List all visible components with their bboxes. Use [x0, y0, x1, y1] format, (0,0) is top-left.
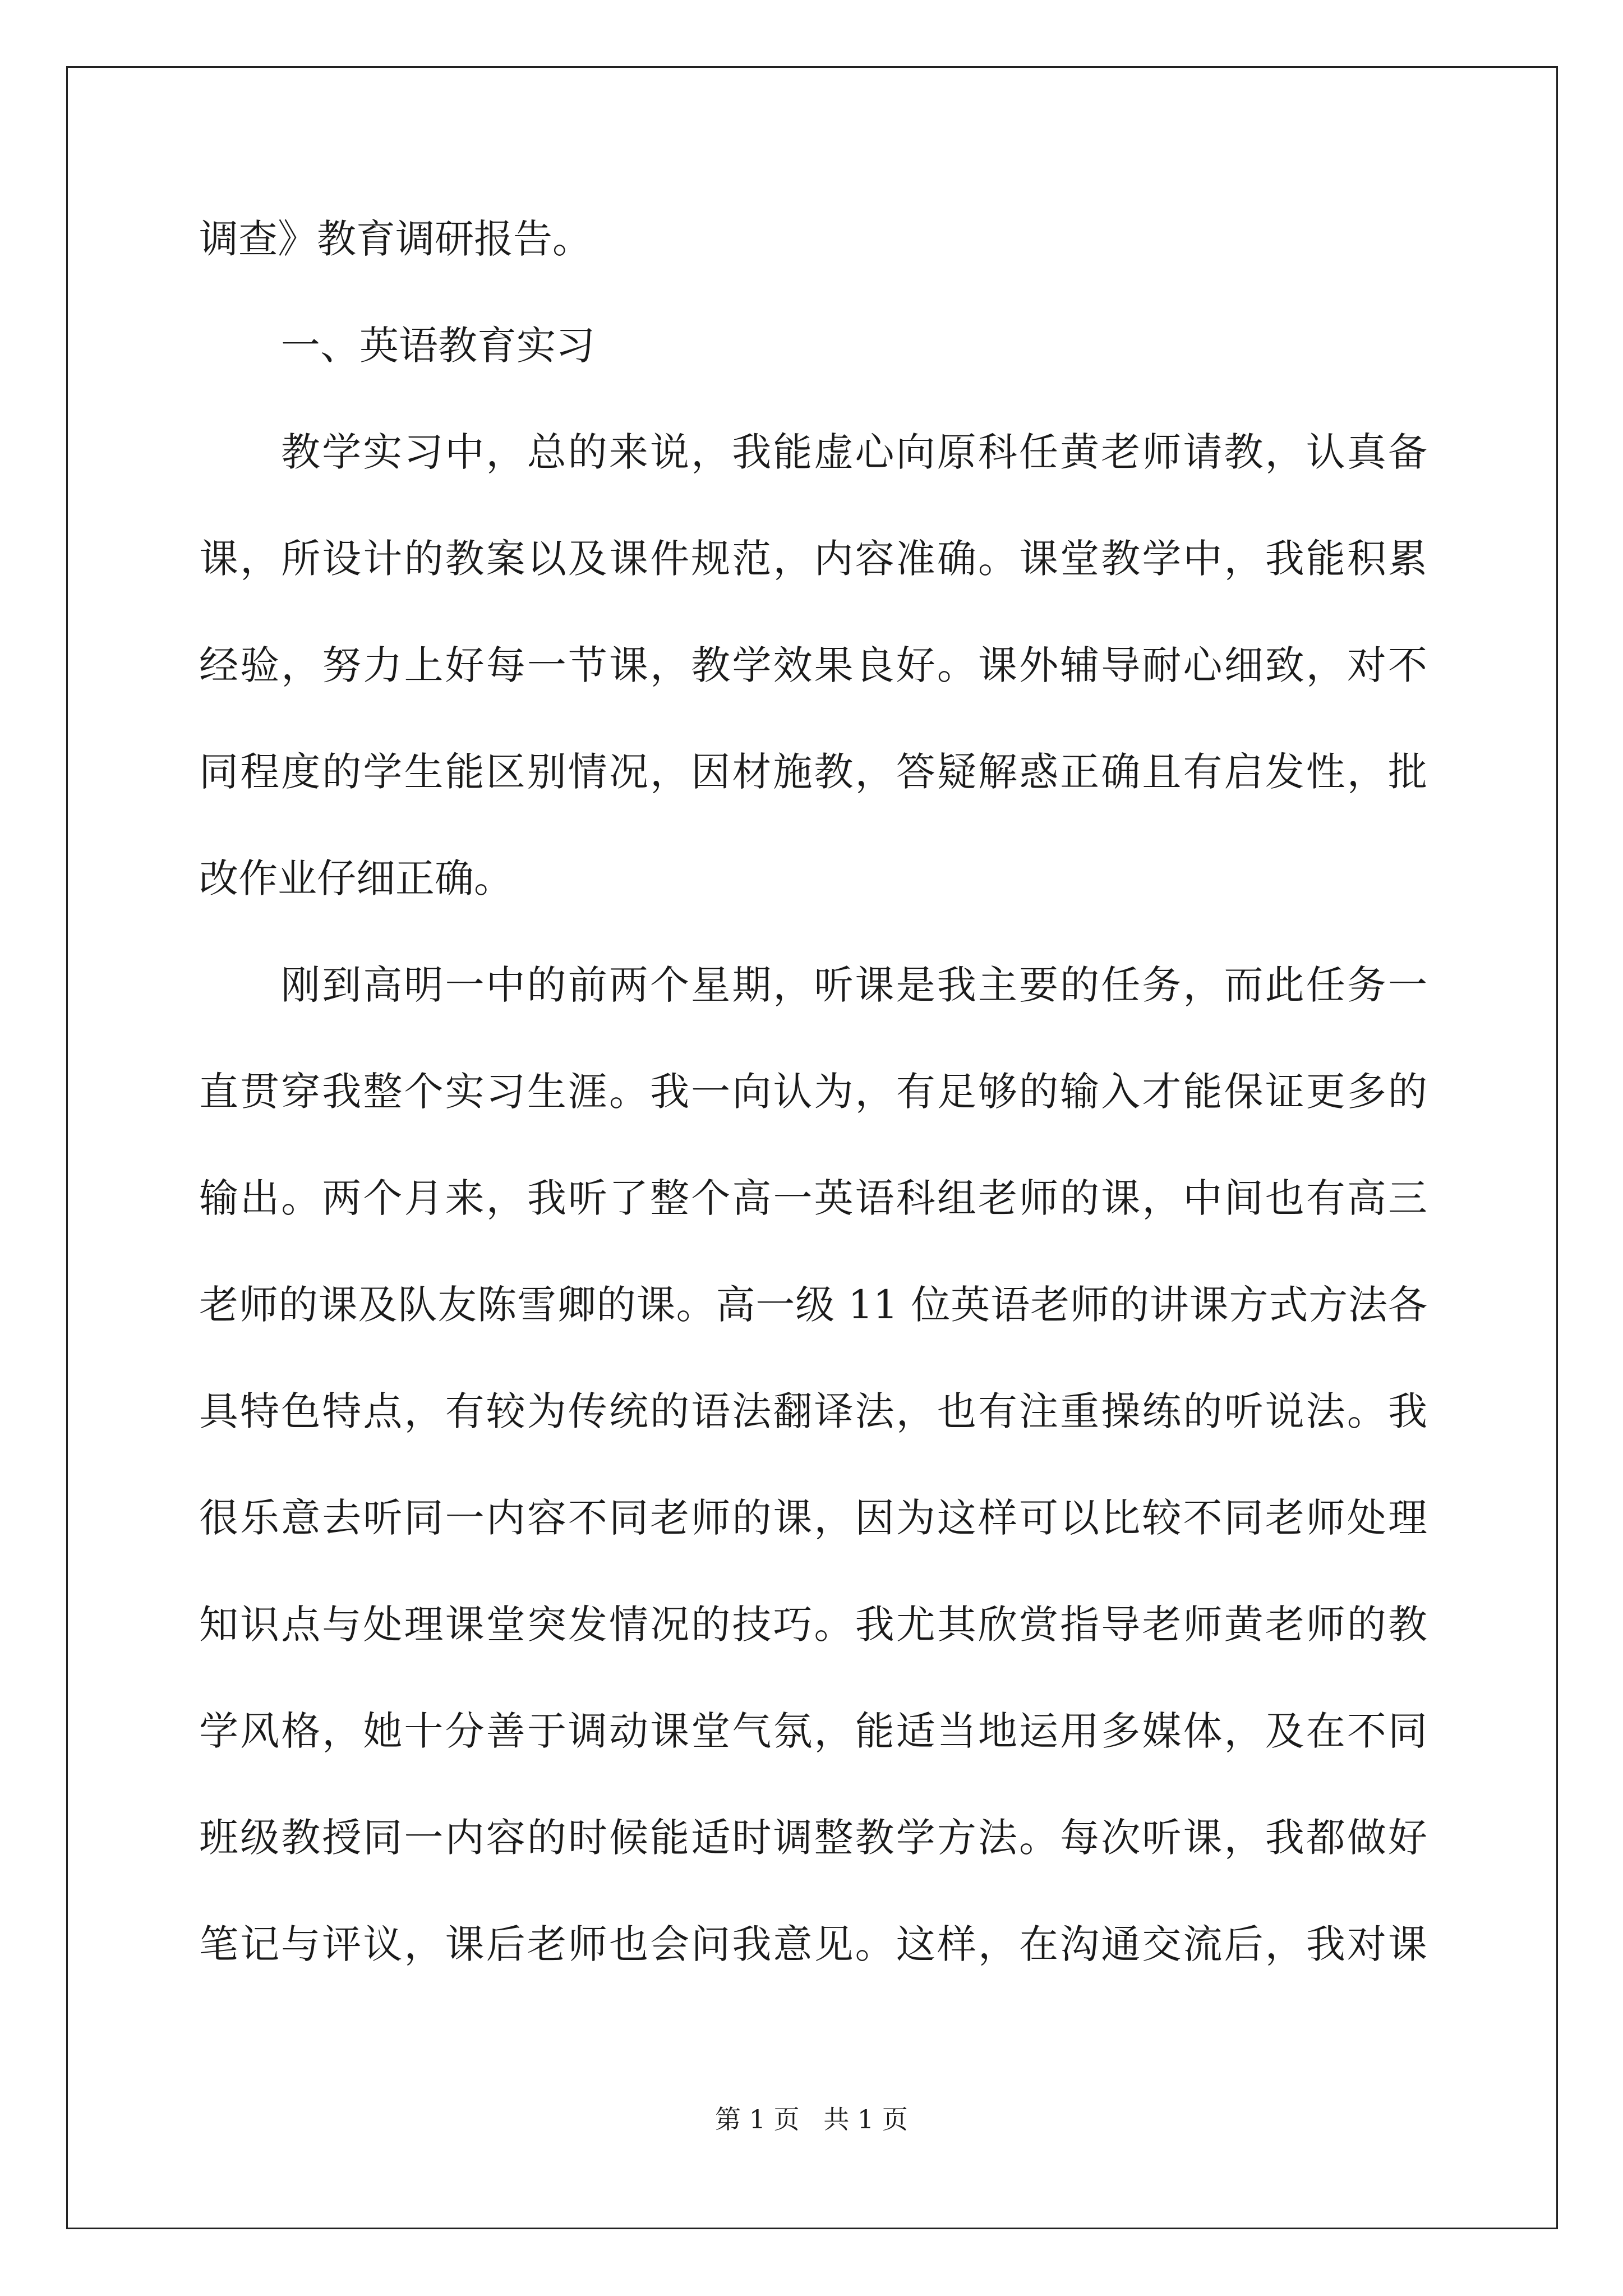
text-line: 学风格，她十分善于调动课堂气氛，能适当地运用多媒体，及在不同: [199, 1708, 1427, 1754]
section-heading: 一、英语教育实习: [281, 323, 595, 369]
text-line: 课，所设计的教案以及课件规范，内容准确。课堂教学中，我能积累: [199, 536, 1427, 582]
document-body: [199, 213, 1427, 2025]
text-line: 笔记与评议，课后老师也会问我意见。这样，在沟通交流后，我对课: [199, 1921, 1427, 1967]
text-line: 教学实习中，总的来说，我能虚心向原科任黄老师请教，认真备: [281, 429, 1427, 475]
text-line: 经验，努力上好每一节课，教学效果良好。课外辅导耐心细致，对不: [199, 642, 1427, 688]
text-line: 班级教授同一内容的时候能适时调整教学方法。每次听课，我都做好: [199, 1815, 1427, 1861]
page-number: 第 1 页: [715, 2104, 800, 2134]
text-line: 很乐意去听同一内容不同老师的课，因为这样可以比较不同老师处理: [199, 1495, 1427, 1541]
text-line: 老师的课及队友陈雪卿的课。高一级 11 位英语老师的讲课方式方法各: [199, 1282, 1427, 1328]
text-line: 输出。两个月来，我听了整个高一英语科组老师的课，中间也有高三: [199, 1175, 1427, 1221]
text-line: 调查》教育调研报告。: [199, 216, 592, 262]
text-line: 改作业仔细正确。: [199, 855, 513, 901]
text-line: 同程度的学生能区别情况，因材施教，答疑解惑正确且有启发性，批: [199, 749, 1427, 795]
text-line: 直贯穿我整个实习生涯。我一向认为，有足够的输入才能保证更多的: [199, 1069, 1427, 1115]
text-line: 刚到高明一中的前两个星期，听课是我主要的任务，而此任务一: [281, 962, 1427, 1008]
text-line: 具特色特点，有较为传统的语法翻译法，也有注重操练的听说法。我: [199, 1388, 1427, 1434]
page-footer: [0, 2102, 1623, 2136]
page-total: 共 1 页: [823, 2104, 908, 2134]
text-line: 知识点与处理课堂突发情况的技巧。我尤其欣赏指导老师黄老师的教: [199, 1602, 1427, 1648]
